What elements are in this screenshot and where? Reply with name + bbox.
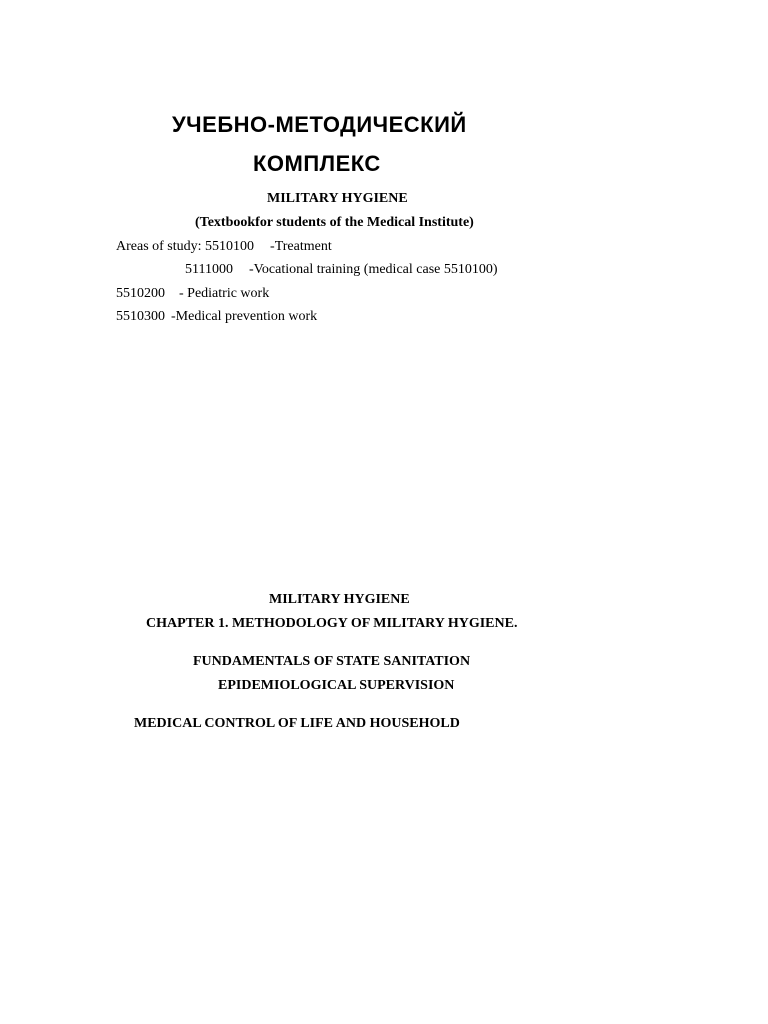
title-line-2: КОМПЛЕКС <box>253 151 381 176</box>
chapter-title: CHAPTER 1. METHODOLOGY OF MILITARY HYGIENE. <box>146 616 518 631</box>
area-name: - Pediatric work <box>179 286 270 301</box>
subtitle: (Textbookfor students of the Medical Institute) <box>195 215 474 230</box>
area-row-1 <box>116 239 332 255</box>
subsection-line-1: FUNDAMENTALS OF STATE SANITATION <box>193 654 471 669</box>
subsection-line-2: EPIDEMIOLOGICAL SUPERVISION <box>218 678 455 693</box>
area-name: -Vocational training (medical case 5510100) <box>248 262 498 277</box>
area-code: 5510300 <box>116 309 165 324</box>
area-code: 5510200 <box>116 286 165 301</box>
area-code: 5111000 <box>185 262 233 277</box>
subsection-heading: MEDICAL CONTROL OF LIFE AND HOUSEHOLD <box>134 716 460 731</box>
title-line-1: УЧЕБНО-МЕТОДИЧЕСКИЙ <box>172 112 467 137</box>
area-row-4 <box>116 309 317 325</box>
area-name: -Treatment <box>270 239 332 254</box>
areas-label: Areas of study: <box>116 239 202 254</box>
subject-heading: MILITARY HYGIENE <box>267 191 408 206</box>
area-name: -Medical prevention work <box>171 309 318 324</box>
area-row-3 <box>116 286 269 302</box>
area-row-2 <box>185 262 498 278</box>
section-heading: MILITARY HYGIENE <box>269 592 410 607</box>
area-code: 5510100 <box>205 239 255 254</box>
